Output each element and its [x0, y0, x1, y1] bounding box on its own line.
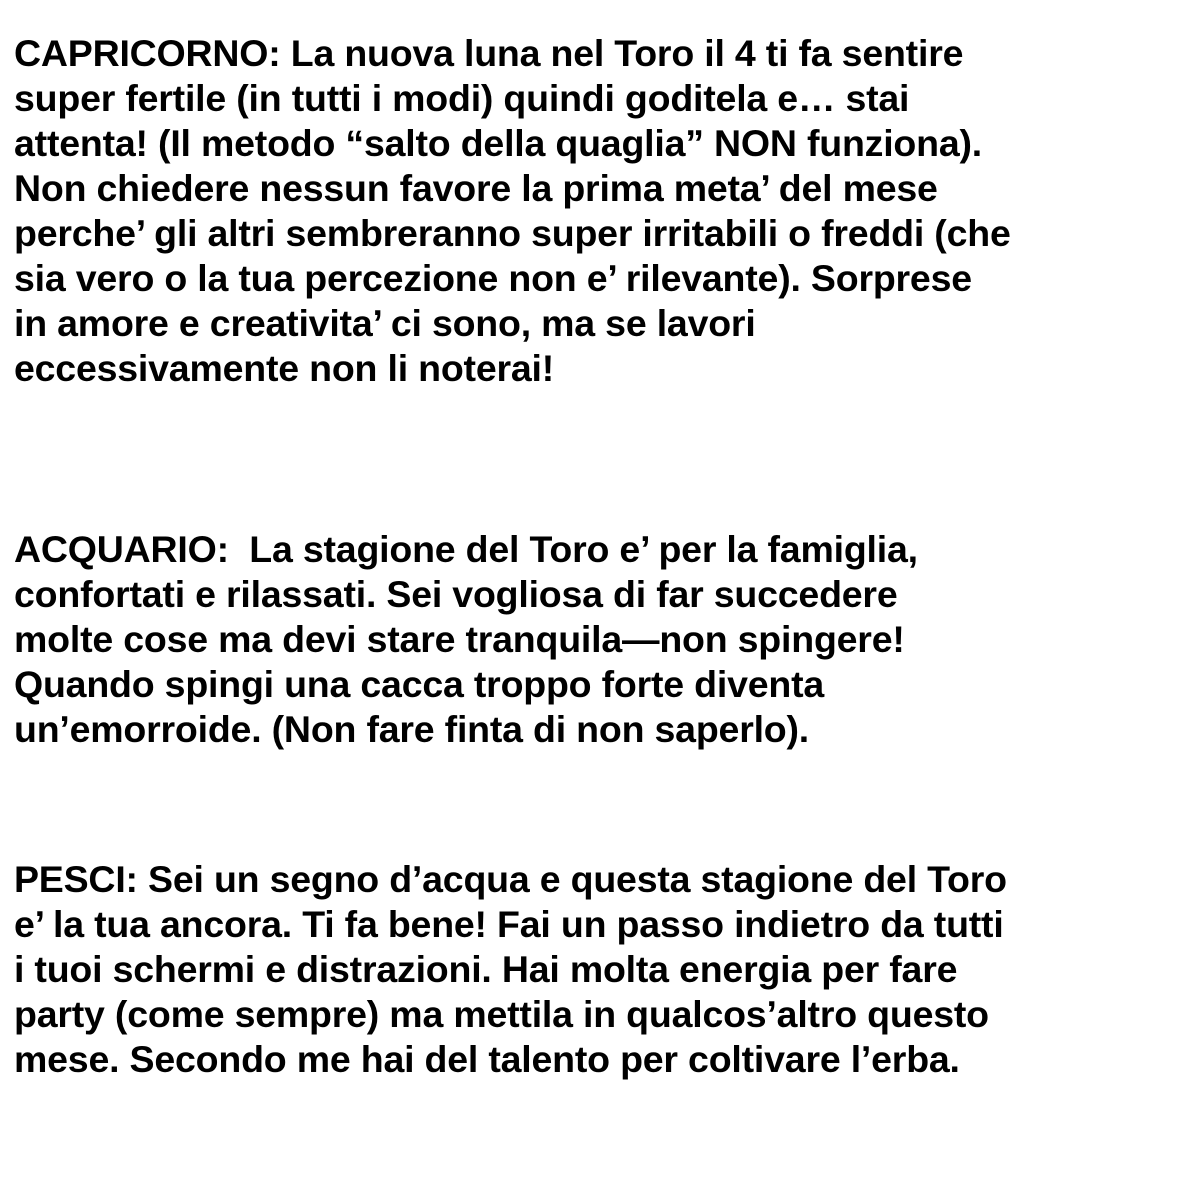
text-line: molte cose ma devi stare tranquila—non spingere! [14, 618, 905, 660]
text-line: PESCI: Sei un segno d’acqua e questa stagione del Toro [14, 858, 1007, 900]
text-line: party (come sempre) ma mettila in qualcos’altro questo [14, 993, 989, 1035]
text-line: super fertile (in tutti i modi) quindi goditela e… stai [14, 77, 910, 119]
text-line: Non chiedere nessun favore la prima meta’ del mese [14, 167, 938, 209]
text-line: CAPRICORNO: La nuova luna nel Toro il 4 ti fa sentire [14, 32, 964, 74]
text-line: ACQUARIO: La stagione del Toro e’ per la famiglia, [14, 528, 918, 570]
text-line: e’ la tua ancora. Ti fa bene! Fai un passo indietro da tutti [14, 903, 1004, 945]
pesci-paragraph [14, 857, 1194, 1082]
text-line: perche’ gli altri sembreranno super irritabili o freddi (che [14, 212, 1011, 254]
text-line: attenta! (Il metodo “salto della quaglia” NON funziona). [14, 122, 983, 164]
text-line: Quando spingi una cacca troppo forte diventa [14, 663, 825, 705]
text-line: un’emorroide. (Non fare finta di non saperlo). [14, 708, 810, 750]
text-line: eccessivamente non li noterai! [14, 347, 555, 389]
text-line: sia vero o la tua percezione non e’ rilevante). Sorprese [14, 257, 972, 299]
text-line: mese. Secondo me hai del talento per coltivare l’erba. [14, 1038, 960, 1080]
text-line: in amore e creativita’ ci sono, ma se lavori [14, 302, 756, 344]
text-line: i tuoi schermi e distrazioni. Hai molta energia per fare [14, 948, 958, 990]
acquario-paragraph [14, 527, 1194, 752]
capricorno-paragraph [14, 31, 1194, 391]
text-line: confortati e rilassati. Sei vogliosa di far succedere [14, 573, 898, 615]
